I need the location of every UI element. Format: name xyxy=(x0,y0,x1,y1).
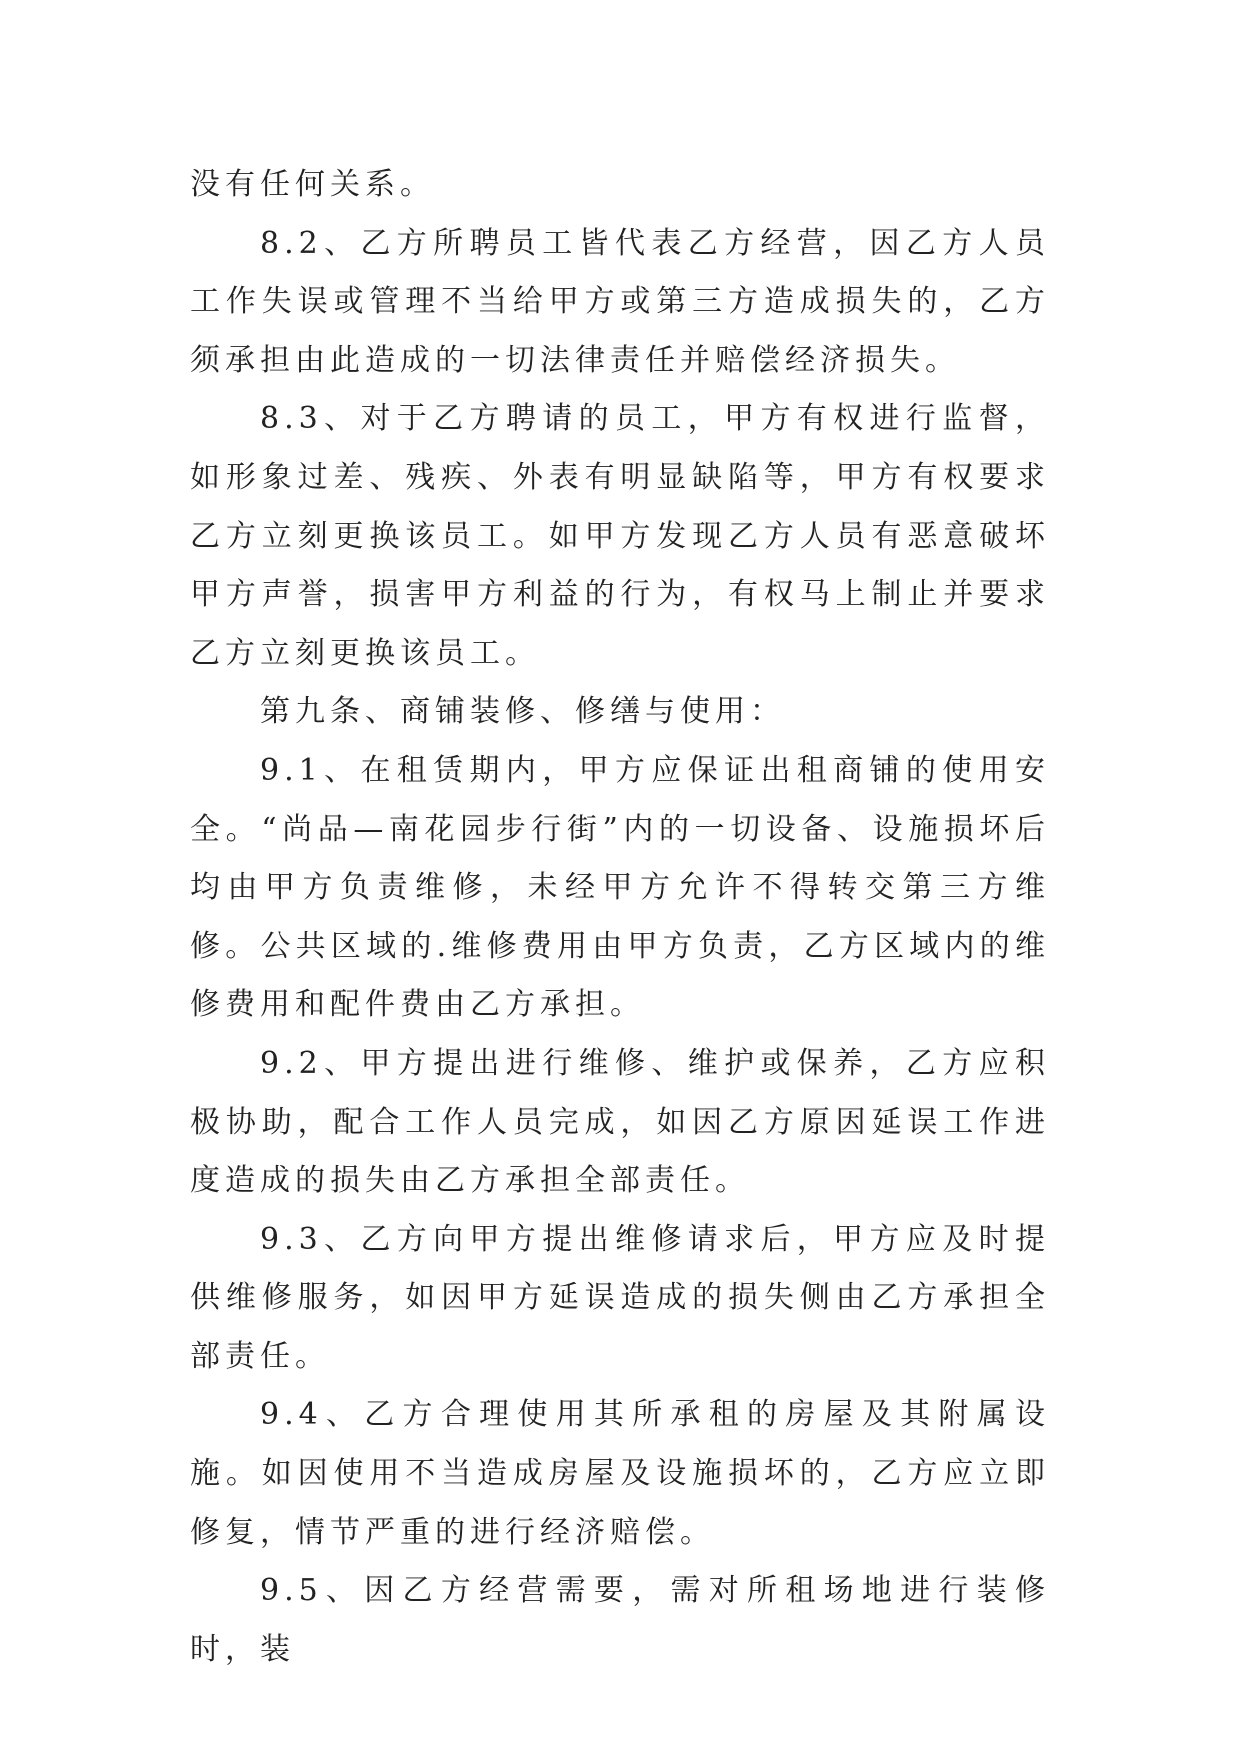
document-body xyxy=(190,156,1050,1679)
paragraph: 9.3、乙方向甲方提出维修请求后，甲方应及时提供维修服务，如因甲方延误造成的损失侧由乙方承担全部责任。 xyxy=(190,1221,1050,1374)
paragraph: 9.5、因乙方经营需要，需对所租场地进行装修时，装 xyxy=(190,1573,1050,1667)
paragraph: 9.4、乙方合理使用其所承租的房屋及其附属设施。如因使用不当造成房屋及设施损坏的，乙方应立即修复，情节严重的进行经济赔偿。 xyxy=(190,1397,1050,1550)
paragraph: 第九条、商铺装修、修缮与使用： xyxy=(260,694,785,730)
paragraph: 8.3、对于乙方聘请的员工，甲方有权进行监督，如形象过差、残疾、外表有明显缺陷等，甲方有权要求乙方立刻更换该员工。如甲方发现乙方人员有恶意破坏甲方声誉，损害甲方利益的行为，有权马上制止并要求乙方立刻更换该员工。 xyxy=(190,401,1050,671)
paragraph: 9.1、在租赁期内，甲方应保证出租商铺的使用安全。“尚品—南花园步行街”内的一切设备、设施损坏后均由甲方负责维修，未经甲方允许不得转交第三方维修。公共区域的.维修费用由甲方负责，乙方区域内的维修费用和配件费由乙方承担。 xyxy=(190,752,1050,1023)
paragraph: 9.2、甲方提出进行维修、维护或保养，乙方应积极协助，配合工作人员完成，如因乙方原因延误工作进度造成的损失由乙方承担全部责任。 xyxy=(190,1045,1050,1199)
paragraph: 8.2、乙方所聘员工皆代表乙方经营，因乙方人员工作失误或管理不当给甲方或第三方造成损失的，乙方须承担由此造成的一切法律责任并赔偿经济损失。 xyxy=(190,225,1050,378)
paragraph: 没有任何关系。 xyxy=(190,167,435,202)
